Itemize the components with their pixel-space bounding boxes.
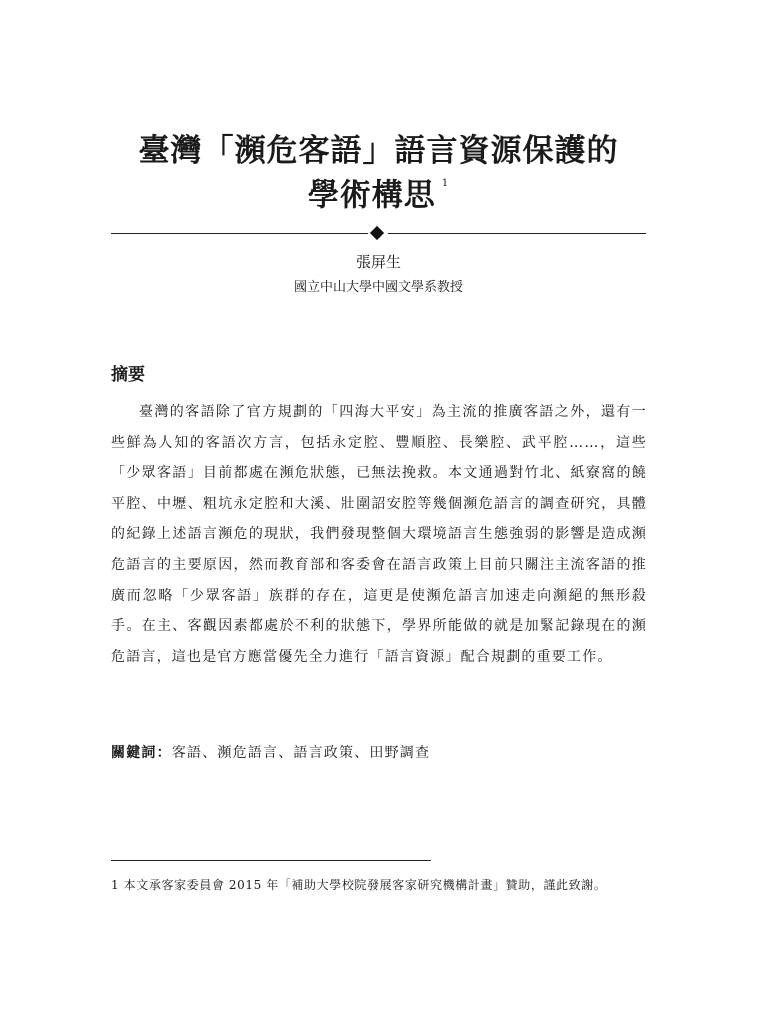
diamond-ornament-icon: [370, 226, 384, 240]
paper-title-line-2: [0, 172, 757, 215]
title-divider-left: [111, 233, 368, 234]
title-text-1: 臺灣「瀕危客語」語言資源保護的: [138, 133, 619, 169]
paper-title-line-1: [0, 131, 757, 171]
footnote-rule: [111, 860, 431, 861]
footnote-text: 1 本文承客家委員會 2015 年「補助大學校院發展客家研究機構計畫」贊助，謹此致謝。: [111, 878, 607, 892]
keywords-line: [111, 742, 647, 762]
author-affiliation: 國立中山大學中國文學系教授: [293, 280, 463, 295]
author-name: 張屏生: [355, 253, 401, 271]
title-divider-right: [388, 233, 646, 234]
keywords-text: 客語、瀕危語言、語言政策、田野調查: [171, 745, 431, 761]
keywords-separator: ：: [156, 745, 172, 761]
abstract-body: 臺灣的客語除了官方規劃的「四海大平安」為主流的推廣客語之外，還有一些鮮為人知的客語次方言，包括永定腔、豐順腔、長樂腔、武平腔……，這些「少眾客語」目前都處在瀕危狀態，已無法挽救。本文通過對竹北、紙寮窩的饒平腔、中壢、粗坑永定腔和大溪、壯圍詔安腔等幾個瀕危語言的調查研究，具體的紀錄上述語言瀕危的現狀，我們發現整個大環境語言生態強弱的影響是造成瀕危語言的主要原因，然而教育部和客委會在語言政策上目前只關注主流客語的推廣而忽略「少眾客語」族群的存在，這更是使瀕危語言加速走向瀕絕的無形殺手。在主、客觀因素都處於不利的狀態下，學界所能做的就是加緊記錄現在的瀕危語言，這也是官方應當優先全力進行「語言資源」配合規劃的重要工作。: [111, 404, 647, 665]
keywords-label: 關鍵詞: [111, 745, 157, 761]
abstract-heading: 摘要: [111, 365, 145, 385]
title-text-2: 學術構思: [307, 177, 436, 214]
footnote-marker[interactable]: 1: [441, 178, 450, 189]
